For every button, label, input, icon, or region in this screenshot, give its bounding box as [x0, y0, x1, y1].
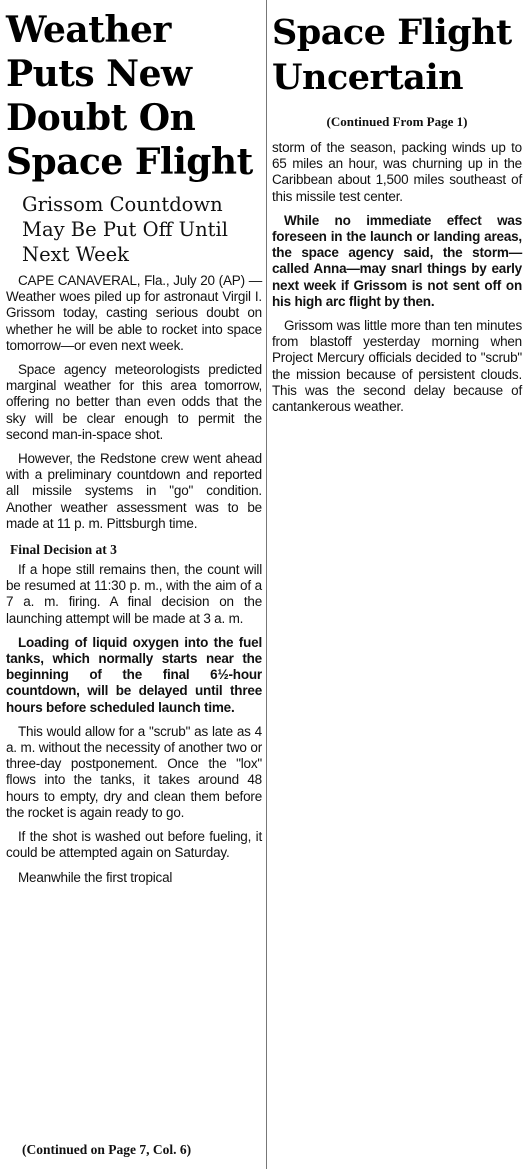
- article-paragraph: Space agency meteorologists predicted marginal weather for this area tomorrow, offering no better than even odds that the sky will be clear enough to permit the second man-in-space shot.: [6, 362, 262, 442]
- article-paragraph-bold: Loading of liquid oxygen into the fuel tanks, which normally starts near the beginning of the final 6½-hour countdown, will be delayed until three hours before scheduled launch time.: [6, 634, 262, 715]
- headline: Weather Puts New Doubt On Space Flight: [6, 9, 253, 183]
- continued-from-label: (Continued From Page 1): [326, 114, 468, 129]
- continued-on-jump: (Continued on Page 7, Col. 6): [22, 1142, 192, 1157]
- article-paragraph: If a hope still remains then, the count will be resumed at 11:30 p. m., with the aim of a 7 a. m. firing. A final decision on the launching attempt will be made at 3 a. m.: [6, 562, 262, 626]
- article-paragraph: However, the Redstone crew went ahead with a preliminary countdown and reported all missile systems in "go" condition. Another weather assessment was to be made at 11 p. m. Pittsburgh time.: [6, 451, 262, 531]
- article-paragraph: storm of the season, packing winds up to 65 miles an hour, was churning up in the Caribbean about 1,500 miles southeast of this missile test center.: [272, 140, 522, 204]
- subheadline-deck: Grissom Countdown May Be Put Off Until Next Week: [22, 193, 228, 266]
- section-subhead: Final Decision at 3: [10, 542, 117, 558]
- article-paragraph-bold: While no immediate effect was foreseen in the launch or landing areas, the space agency said, the storm—called Anna—may snarl things by early next week if Grissom is not sent off on his high arc flight by then.: [272, 212, 522, 309]
- article-paragraph: Meanwhile the first tropical: [18, 869, 173, 885]
- column-divider: [266, 0, 267, 1169]
- article-paragraph: If the shot is washed out before fueling, it could be attempted again on Saturday.: [6, 829, 262, 861]
- jump-headline: Space Flight Uncertain: [272, 12, 512, 98]
- article-paragraph: CAPE CANAVERAL, Fla., July 20 (AP) — Weather woes piled up for astronaut Virgil I. Grissom today, casting serious doubt on whether he will be able to rocket into space tomorrow—or even next week.: [6, 273, 262, 353]
- left-column: [6, 0, 262, 894]
- right-column: [272, 0, 522, 423]
- article-paragraph: This would allow for a "scrub" as late as 4 a. m. without the necessity of another two or three-day postponement. Once the "lox" flows into the tanks, it takes around 48 hours to empty, dry and clean them before the rocket is again ready to go.: [6, 723, 262, 820]
- article-paragraph: Grissom was little more than ten minutes from blastoff yesterday morning when Project Mercury officials decided to "scrub" the mission because of persistent clouds. This was the second delay because of cantankerous weather.: [272, 318, 522, 415]
